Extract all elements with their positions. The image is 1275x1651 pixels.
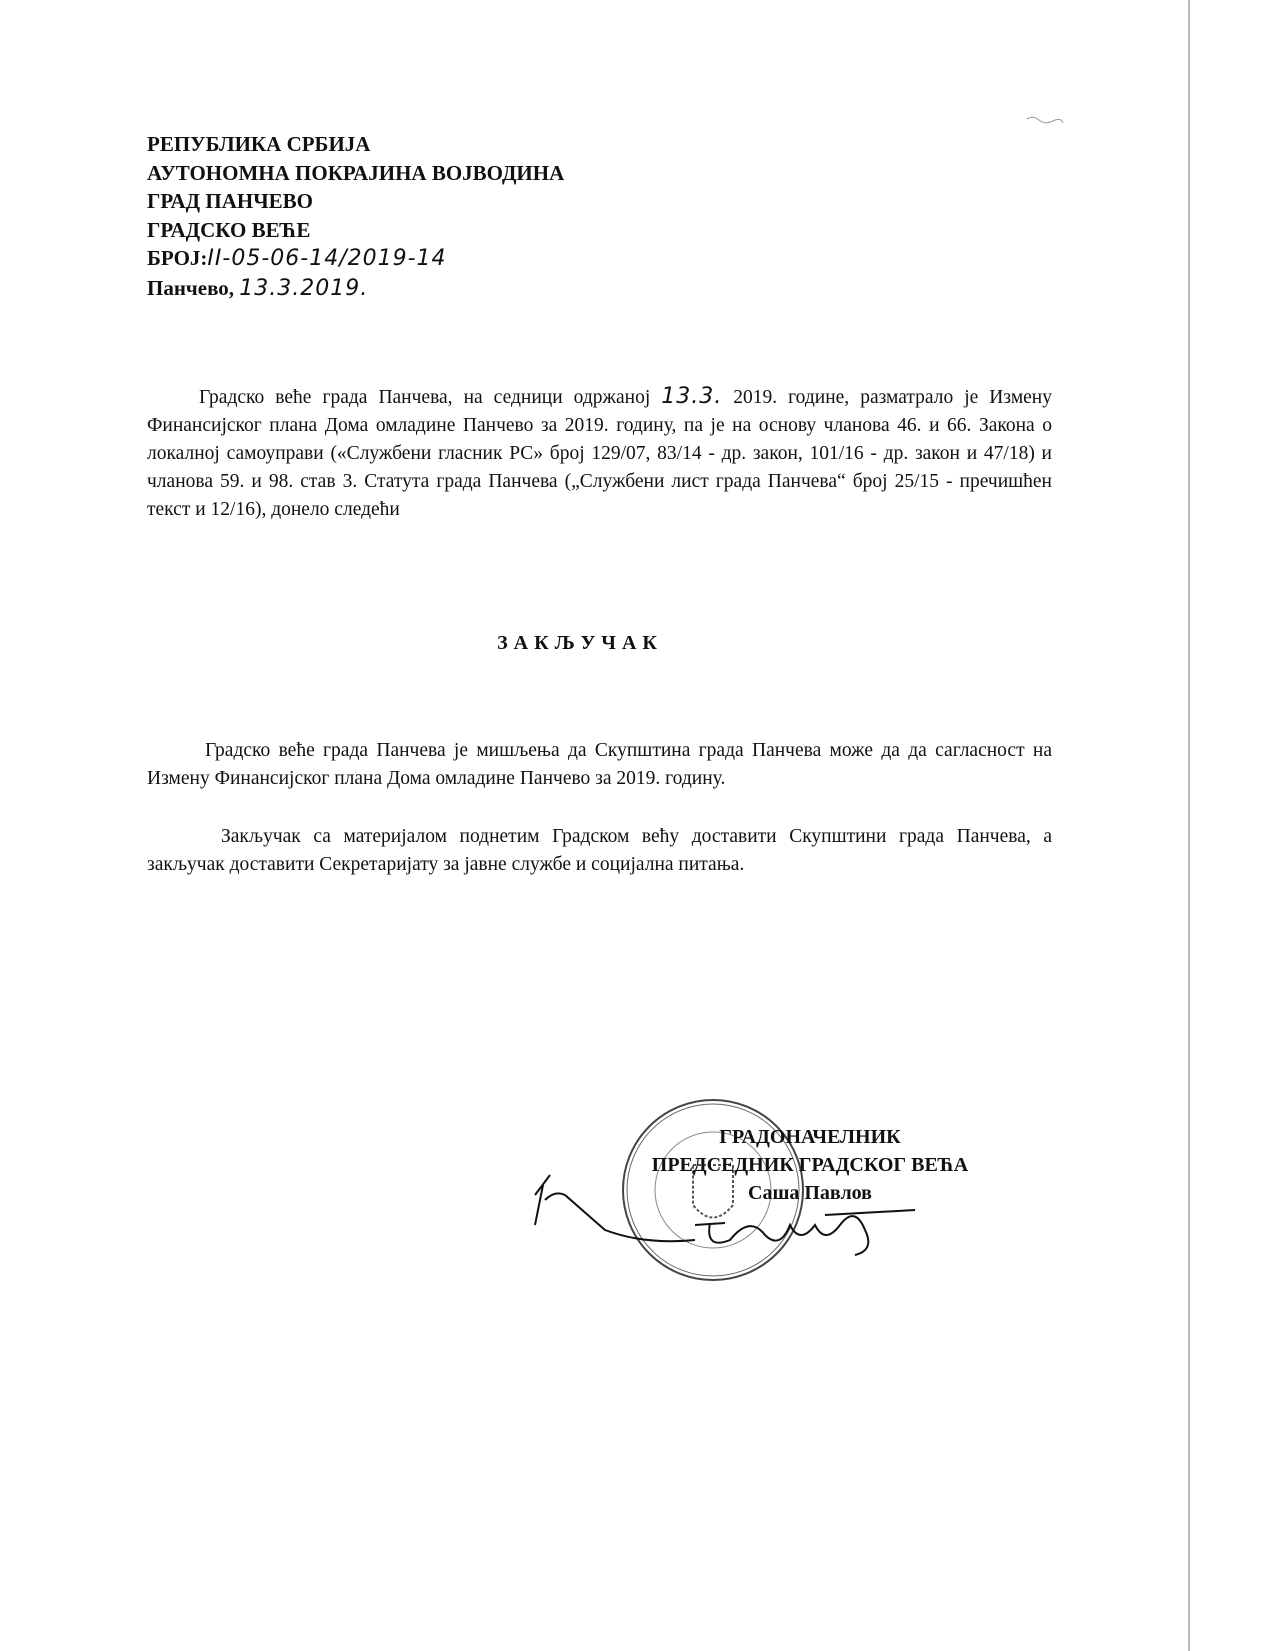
paragraph-delivery: Закључак са материјалом поднетим Градском већу доставити Скупштини града Панчева, а закључак доставити Секретаријату за јавне службе и социјална питања.	[147, 826, 1052, 875]
paragraph-conclusion: Градско веће града Панчева је мишљења да Скупштина града Панчева може да да сагласност на Измену Финансијског плана Дома омладине Панчево за 2019. годину.	[147, 740, 1052, 789]
signatory-title: ГРАДОНАЧЕЛНИК	[719, 1126, 901, 1148]
number-label: БРОЈ:	[147, 246, 208, 270]
number-handwritten: II-05-06-14/2019-14	[207, 246, 447, 271]
header-council: ГРАДСКО ВЕЋЕ	[147, 217, 311, 242]
preamble-start: Градско веће града Панчева, на седници одржаној	[199, 387, 651, 408]
paragraph-preamble	[147, 383, 1052, 524]
document-header	[147, 130, 564, 303]
signatory-role: ПРЕДСЕДНИК ГРАДСКОГ ВЕЋА	[651, 1154, 969, 1176]
signatory-name: Саша Павлов	[748, 1182, 872, 1204]
session-date-handwritten: 13.3.	[661, 384, 723, 409]
date-handwritten: 13.3.2019.	[239, 275, 369, 301]
preamble-rest: 2019. године, разматрало је Измену Финансијског плана Дома омладине Панчево за 2019. годину, па је на основу чланова 46. и 66. Закона о локалној самоуправи («Службени гласник РС» број 129/07, 83/14 - др. закон, 101/16 - др. закон и 47/18) и чланова 59. и 98. став 3. Статута града Панчева („Службени лист града Панчева“ број 25/15 - пречишћен текст и 12/16), донело следећи	[147, 387, 1052, 520]
header-place-date	[147, 274, 564, 304]
header-city: ГРАД ПАНЧЕВО	[147, 189, 313, 213]
document-title: ЗАКЉУЧАК	[497, 632, 663, 654]
header-number	[147, 244, 564, 274]
scan-mark	[1025, 113, 1065, 127]
header-country: РЕПУБЛИКА СРБИЈА	[147, 132, 371, 156]
header-province: АУТОНОМНА ПОКРАЈИНА ВОЈВОДИНА	[147, 160, 565, 185]
place-label: Панчево,	[147, 275, 235, 300]
page-edge	[1188, 0, 1190, 1651]
signature-block	[610, 1123, 1010, 1207]
